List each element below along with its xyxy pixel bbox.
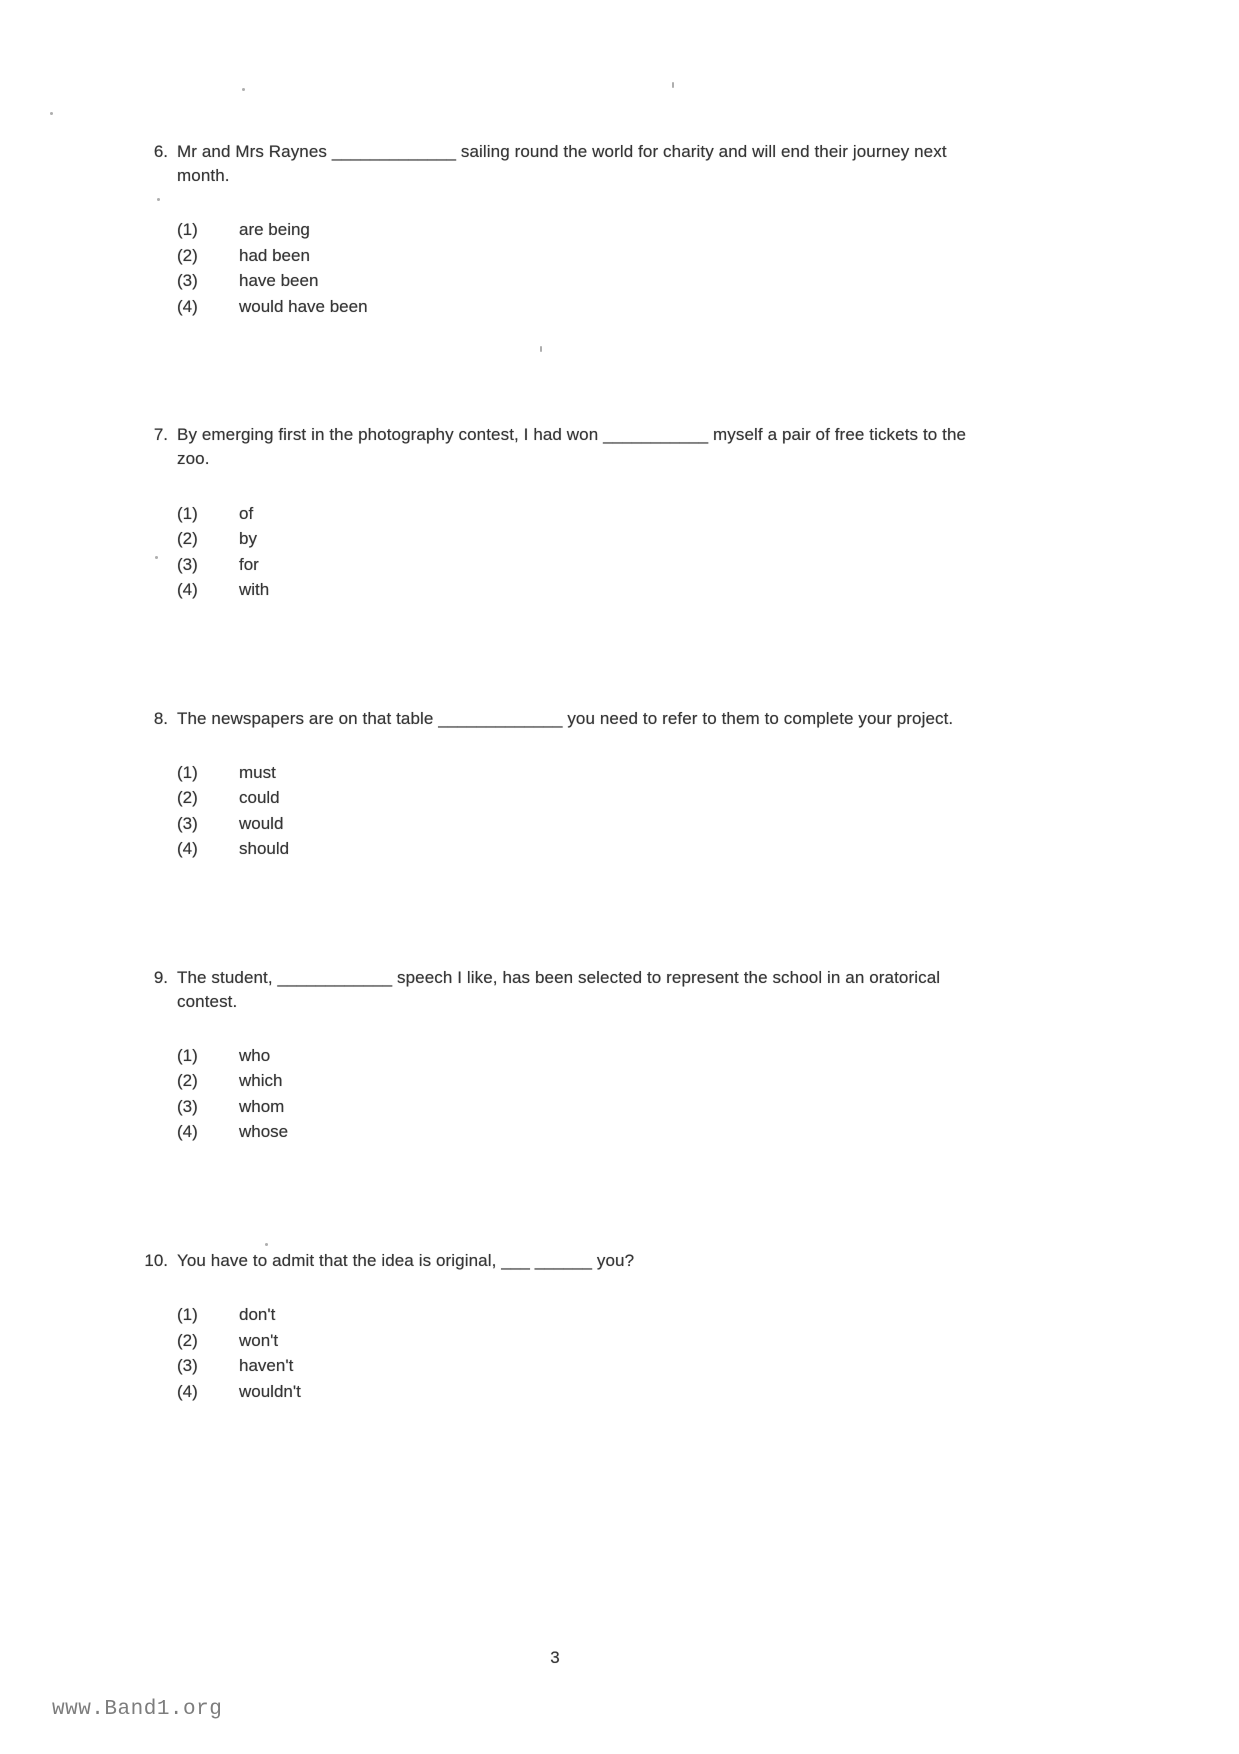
option-label: (2) bbox=[177, 1071, 198, 1091]
option-label: (3) bbox=[177, 1356, 198, 1375]
option-label: (1) bbox=[177, 1045, 198, 1065]
option-label: (2) bbox=[177, 1330, 198, 1350]
option bbox=[177, 268, 985, 294]
option-text: wouldn't bbox=[239, 1381, 301, 1401]
option-label: (2) bbox=[177, 788, 198, 808]
option-label: (1) bbox=[177, 503, 198, 523]
options-list bbox=[177, 217, 985, 319]
question-stem: The newspapers are on that table _____________ you need to refer to them to complete your project. bbox=[177, 708, 954, 728]
option-label: (3) bbox=[177, 1096, 198, 1116]
option-text: won't bbox=[239, 1330, 279, 1350]
option-text: are being bbox=[239, 220, 310, 240]
option-text: whose bbox=[239, 1122, 289, 1142]
question-number: 10. bbox=[144, 1250, 168, 1270]
scan-artifact bbox=[50, 112, 53, 115]
option bbox=[177, 552, 985, 578]
question-9 bbox=[140, 966, 985, 1145]
option bbox=[177, 243, 985, 269]
option-text: had been bbox=[239, 245, 310, 265]
option-label: (4) bbox=[177, 580, 198, 599]
option-label: (1) bbox=[177, 1305, 198, 1324]
option bbox=[177, 760, 985, 786]
question-stem: The student, ____________ speech I like, has been selected to represent the school in an oratorical contest. bbox=[177, 967, 941, 1011]
question-6 bbox=[140, 140, 985, 319]
option bbox=[177, 1353, 985, 1379]
option-label: (4) bbox=[177, 296, 198, 316]
option bbox=[177, 1328, 985, 1354]
option bbox=[177, 1119, 985, 1145]
option-text: whom bbox=[239, 1096, 285, 1116]
option-text: would have been bbox=[239, 296, 368, 316]
option-text: which bbox=[239, 1071, 283, 1091]
option-text: could bbox=[239, 788, 280, 808]
option bbox=[177, 501, 985, 527]
option-text: with bbox=[239, 580, 270, 599]
option-label: (2) bbox=[177, 245, 198, 265]
option bbox=[177, 1094, 985, 1120]
option-label: (4) bbox=[177, 1122, 198, 1142]
option-text: would bbox=[239, 813, 284, 833]
option bbox=[177, 836, 985, 862]
options-list bbox=[177, 1302, 985, 1404]
question-number: 6. bbox=[153, 142, 168, 161]
option-label: (4) bbox=[177, 1381, 198, 1401]
option bbox=[177, 217, 985, 243]
option-label: (1) bbox=[177, 762, 198, 782]
question-number: 7. bbox=[153, 425, 168, 445]
scan-artifact bbox=[672, 82, 674, 88]
options-list bbox=[177, 501, 985, 603]
option-text: for bbox=[239, 554, 259, 574]
option-text: haven't bbox=[239, 1356, 294, 1375]
watermark: www.Band1.org bbox=[52, 1698, 223, 1721]
option-text: should bbox=[239, 839, 290, 859]
scan-artifact bbox=[242, 88, 245, 91]
question-stem: You have to admit that the idea is original, ___ ______ you? bbox=[177, 1250, 635, 1270]
option-text: of bbox=[239, 503, 254, 523]
option-label: (2) bbox=[177, 529, 198, 548]
option-label: (1) bbox=[177, 220, 198, 240]
option bbox=[177, 811, 985, 837]
question-stem: Mr and Mrs Raynes _____________ sailing round the world for charity and will end their journey next month. bbox=[177, 142, 947, 186]
question-stem: By emerging first in the photography contest, I had won ___________ myself a pair of free tickets to the zoo. bbox=[177, 425, 967, 469]
option-label: (3) bbox=[177, 271, 198, 291]
option-label: (4) bbox=[177, 839, 198, 859]
question-8 bbox=[140, 707, 985, 862]
option-text: must bbox=[239, 762, 276, 782]
question-number: 8. bbox=[153, 708, 168, 728]
option-text: by bbox=[239, 529, 257, 548]
option bbox=[177, 526, 985, 552]
questions-section bbox=[140, 140, 985, 1404]
option-text: have been bbox=[239, 271, 319, 291]
question-10 bbox=[140, 1249, 985, 1404]
option bbox=[177, 577, 985, 603]
options-list bbox=[177, 760, 985, 862]
option-label: (3) bbox=[177, 813, 198, 833]
question-number: 9. bbox=[153, 967, 168, 987]
option-label: (3) bbox=[177, 554, 198, 574]
question-7 bbox=[140, 423, 985, 602]
page-number: 3 bbox=[550, 1648, 560, 1667]
option bbox=[177, 294, 985, 320]
option bbox=[177, 1068, 985, 1094]
option bbox=[177, 1302, 985, 1328]
option-text: who bbox=[239, 1045, 271, 1065]
option bbox=[177, 1379, 985, 1405]
option bbox=[177, 1043, 985, 1069]
options-list bbox=[177, 1043, 985, 1145]
option-text: don't bbox=[239, 1305, 276, 1324]
option bbox=[177, 785, 985, 811]
